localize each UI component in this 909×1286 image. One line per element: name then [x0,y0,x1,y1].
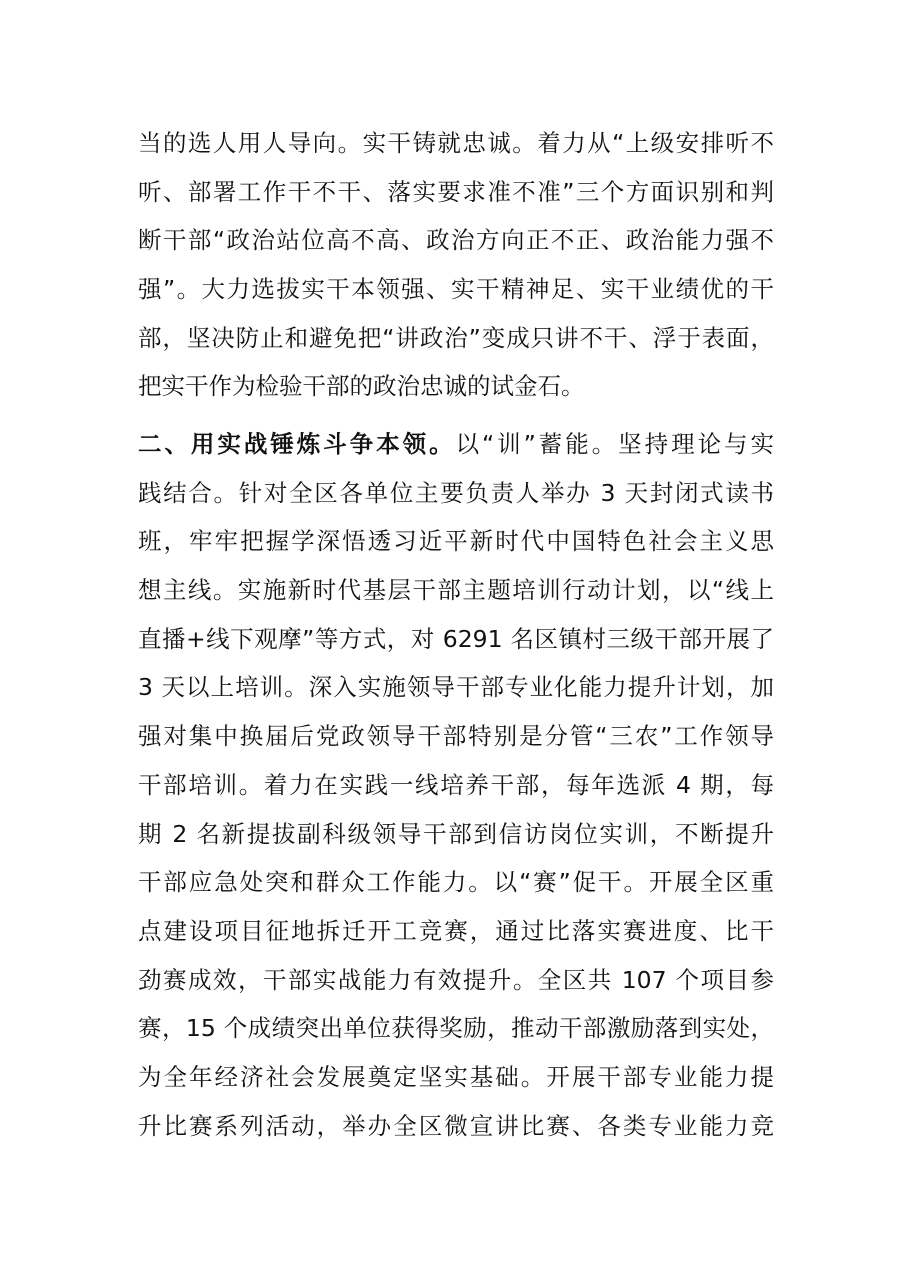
text-line: 3 天以上培训。深入实施领导干部专业化能力提升计划，加 [138,673,774,702]
text-line: 当的选人用人导向。实干铸就忠诚。着力从“上级安排听不 [138,129,774,157]
text-line: 为全年经济社会发展奠定坚实基础。开展干部专业能力提 [138,1062,774,1091]
text-line: 赛，15 个成绩突出单位获得奖励，推动干部激励落到实处， [138,1014,774,1043]
paragraph-combat-training [138,420,774,1150]
text-line: 班，牢牢把握学深悟透习近平新时代中国特色社会主义思 [138,527,774,556]
section-heading: 二、用实战锤炼斗争本领。 [138,430,456,458]
text-line: 部，坚决防止和避免把“讲政治”变成只讲不干、浮于表面， [138,323,774,352]
text-line: 断干部“政治站位高不高、政治方向正不正、政治能力强不 [138,226,774,255]
text-line: 把实干作为检验干部的政治忠诚的试金石。 [138,372,585,401]
text-line: 强对集中换届后党政领导干部特别是分管“三农”工作领导 [138,722,774,751]
heading-line [138,420,774,469]
text-line: 劲赛成效，干部实战能力有效提升。全区共 107 个项目参 [138,965,774,994]
text-line: 干部应急处突和群众工作能力。以“赛”促干。开展全区重 [138,868,774,897]
heading-line-rest: 以“训”蓄能。坚持理论与实 [455,430,774,458]
paragraph-selection-orientation [138,119,774,411]
text-line: 践结合。针对全区各单位主要负责人举办 3 天封闭式读书 [138,478,774,507]
text-line: 听、部署工作干不干、落实要求准不准”三个方面识别和判 [138,177,774,206]
text-line: 想主线。实施新时代基层干部主题培训行动计划，以“线上 [138,576,774,605]
text-line: 强”。大力选拔实干本领强、实干精神足、实干业绩优的干 [138,275,774,304]
text-line: 干部培训。着力在实践一线培养干部，每年选派 4 期，每 [138,770,774,799]
text-line: 期 2 名新提拔副科级领导干部到信访岗位实训，不断提升 [138,819,774,848]
text-line: 点建设项目征地拆迁开工竞赛，通过比落实赛进度、比干 [138,916,774,945]
text-line: 直播+线下观摩”等方式，对 6291 名区镇村三级干部开展了 [138,624,774,653]
text-line: 升比赛系列活动，举办全区微宣讲比赛、各类专业能力竞 [138,1111,774,1140]
